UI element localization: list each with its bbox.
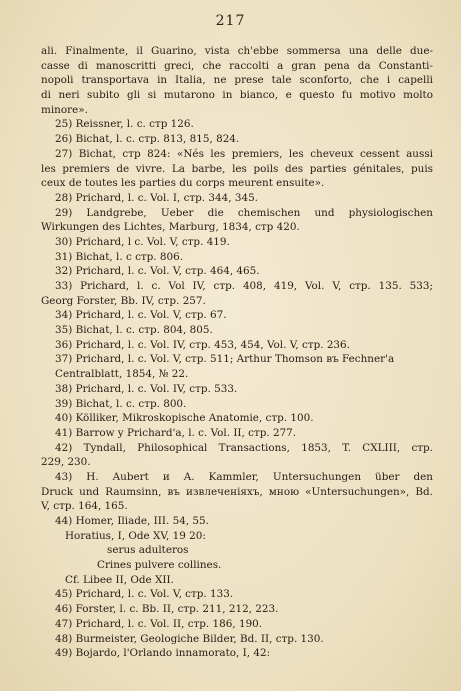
footnote-29: 29) Landgrebe, Ueber die chemischen und physiologischen [55, 206, 433, 219]
quote-reference: Cf. Libee II, Ode XII. [65, 573, 174, 586]
quote-line: Crines pulvere collines. [97, 559, 222, 572]
footnote-42: 42) Tyndall, Philosophical Transactions, 1853, T. CXLIII, стр. [55, 441, 433, 454]
text-line: les premiers de vivre. La barbe, les poils des parties génitales, puis [41, 162, 433, 175]
footnote-25: 25) Reissner, l. c. стр 126. [55, 118, 194, 131]
footnote-39: 39) Bichat, l. c. стр. 800. [55, 397, 187, 410]
footnote-32: 32) Prichard, l. c. Vol. V, стр. 464, 465. [55, 265, 260, 278]
footnote-30: 30) Prichard, l c. Vol. V, стр. 419. [55, 235, 230, 248]
footnote-41: 41) Barrow y Prichard'a, l. c. Vol. II, стр. 277. [55, 426, 297, 439]
footnote-26: 26) Bichat, l. c. стр. 813, 815, 824. [55, 133, 240, 146]
footnote-28: 28) Prichard, l. c. Vol. I, стр. 344, 345. [55, 191, 258, 204]
footnote-43: 43) H. Aubert и A. Kammler, Untersuchungen über den [55, 470, 433, 483]
text-line: V, стр. 164, 165. [41, 500, 128, 513]
footnote-46: 46) Forster, l. c. Bb. II, стр. 211, 212, 223. [55, 603, 279, 616]
footnote-44: 44) Homer, Iliade, III. 54, 55. [55, 515, 209, 528]
footnote-35: 35) Bichat, l. c. стр. 804, 805. [55, 324, 213, 337]
text-line: nopoli transportava in Italia, ne prese tale sconforto, che i capelli [41, 74, 433, 87]
footnote-40: 40) Kölliker, Mikroskopische Anatomie, стр. 100. [55, 412, 314, 425]
text-line: Wirkungen des Lichtes, Marburg, 1834, стр 420. [41, 221, 300, 234]
text-line: ceux de toutes les parties du corps meurent ensuite». [41, 177, 325, 190]
footnote-47: 47) Prichard, l. c. Vol. II, стр. 186, 190. [55, 617, 263, 630]
text-line: 229, 230. [41, 456, 91, 469]
footnote-34: 34) Prichard, l. c. Vol. V, стр. 67. [55, 309, 227, 322]
footnote-31: 31) Bichat, l. c стр. 806. [55, 250, 184, 263]
text-line: Druck und Raumsinn, въ извлеченіяхъ, мною «Untersuchungen», Bd. [41, 485, 433, 498]
footnote-49: 49) Bojardo, l'Orlando innamorato, I, 42: [55, 647, 271, 660]
footnote-27: 27) Bichat, стр 824: «Nés les premiers, les cheveux cessent aussi [55, 147, 433, 160]
text-line: minore». [41, 103, 88, 116]
page-number: 217 [215, 13, 246, 29]
footnote-36: 36) Prichard, l. c. Vol. IV, стр. 453, 454, Vol. V, стр. 236. [55, 338, 350, 351]
footnote-48: 48) Burmeister, Geologiche Bilder, Bd. II, стр. 130. [55, 632, 324, 645]
footnote-38: 38) Prichard, l. c. Vol. IV, стр. 533. [55, 382, 238, 395]
text-line: di neri subito gli si mutarono in bianco, e questo fu motivo molto [41, 89, 433, 102]
text-line: ali. Finalmente, il Guarino, vista ch'ebbe sommersa una delle due- [41, 45, 433, 57]
quote-line: serus adulteros [107, 544, 189, 557]
footnote-45: 45) Prichard, l. c. Vol. V, стр. 133. [55, 588, 234, 601]
quote-source: Horatius, I, Ode XV, 19 20: [65, 529, 206, 542]
notes-text [41, 44, 433, 661]
footnote-37: 37) Prichard, l. c. Vol. V, стр. 511; Arthur Thomson въ Fechner'a Centralblatt, 1854, № 22. [55, 353, 395, 381]
footnote-33: 33) Prichard, l. c. Vol IV, стр. 408, 419, Vol. V, стр. 135. 533; [55, 280, 433, 292]
text-line: casse di manoscritti greci, che raccolti a gran pena da Constanti- [41, 59, 433, 72]
text-line: Georg Forster, Bb. IV, стр. 257. [41, 294, 206, 307]
